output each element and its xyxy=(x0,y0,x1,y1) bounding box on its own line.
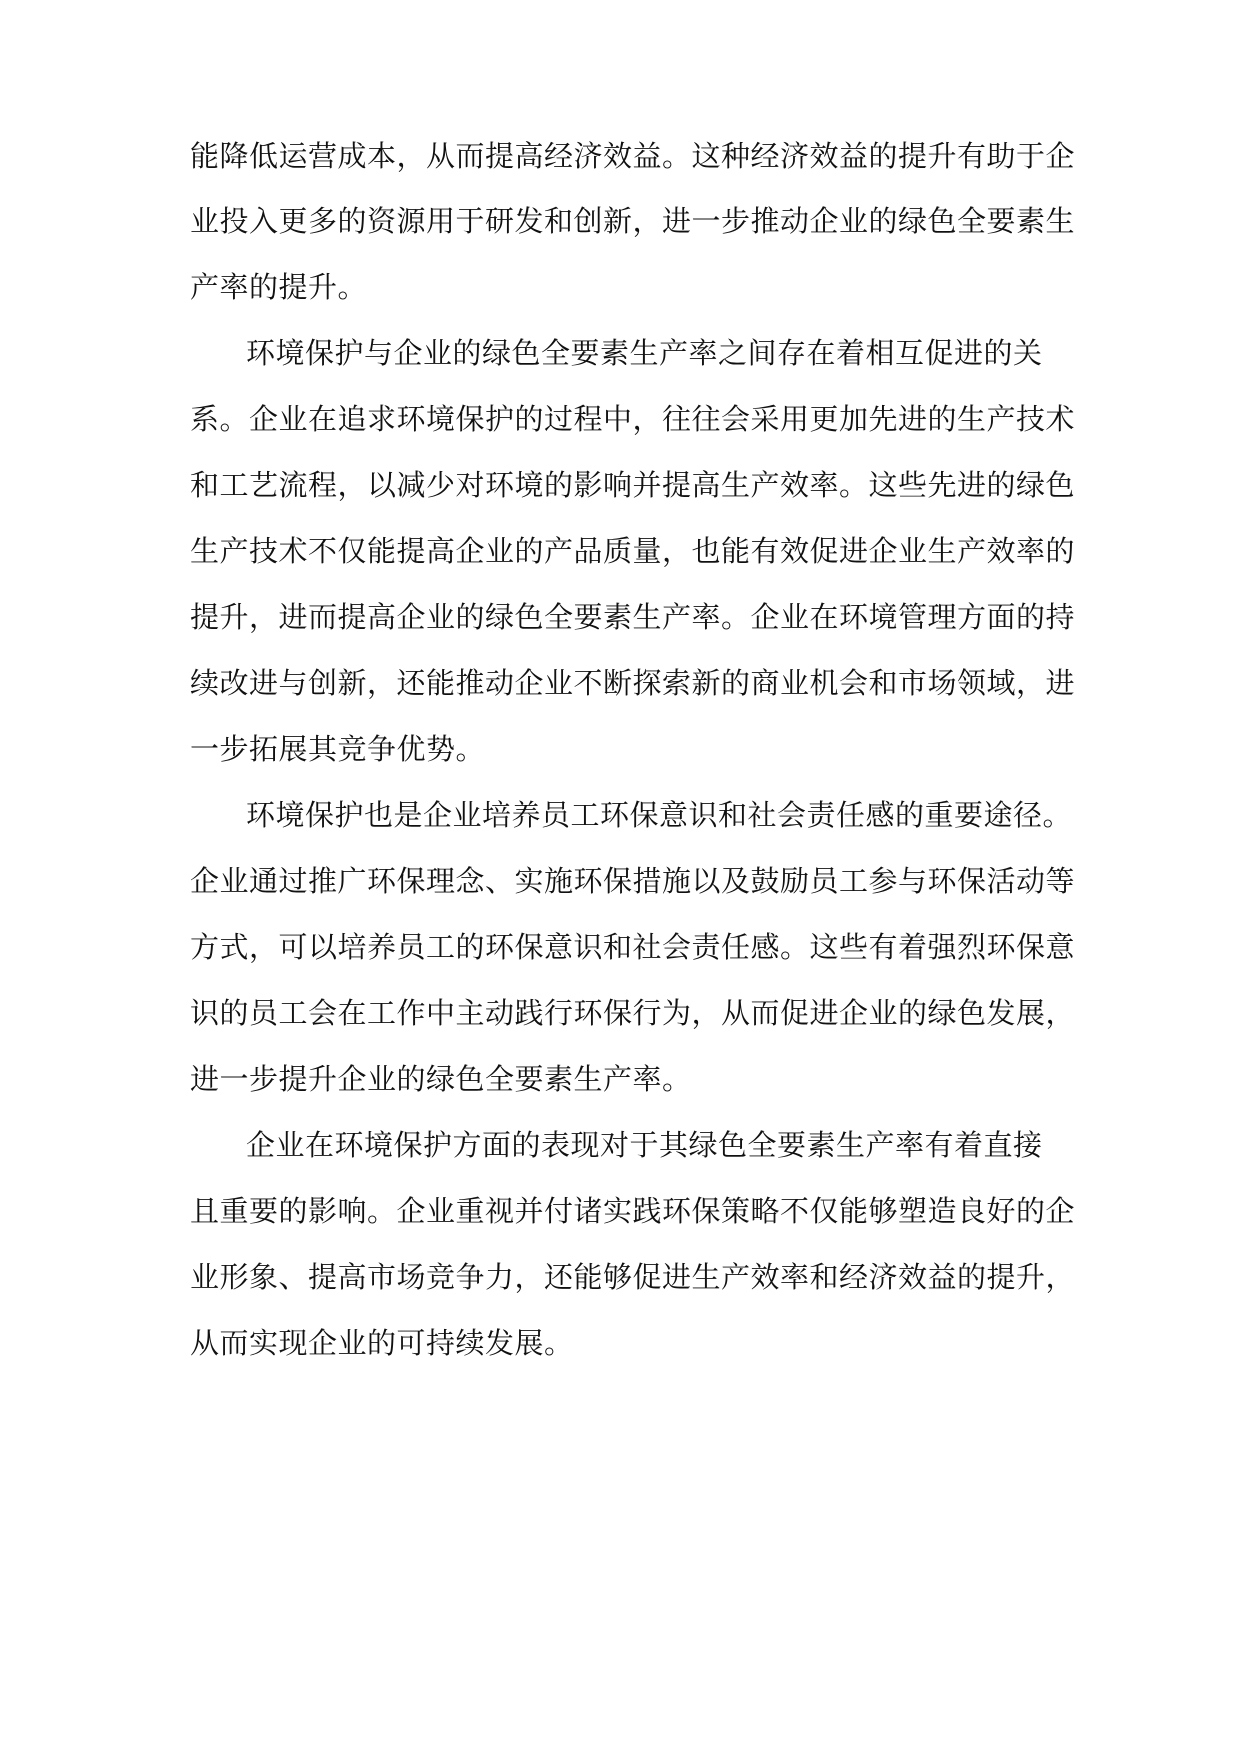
paragraph-2-line-2: 系。企业在追求环境保护的过程中，往往会采用更加先进的生产技术 xyxy=(190,402,1076,436)
paragraph-4-line-1: 企业在环境保护方面的表现对于其绿色全要素生产率有着直接 xyxy=(246,1128,1043,1162)
paragraph-3-line-5: 进一步提升企业的绿色全要素生产率。 xyxy=(190,1062,692,1096)
paragraph-2-line-7: 一步拓展其竞争优势。 xyxy=(190,732,486,766)
paragraph-2-line-4: 生产技术不仅能提高企业的产品质量，也能有效促进企业生产效率的 xyxy=(190,534,1076,568)
paragraph-1-line-3: 产率的提升。 xyxy=(190,270,368,304)
paragraph-3-line-3: 方式，可以培养员工的环保意识和社会责任感。这些有着强烈环保意 xyxy=(190,930,1076,964)
paragraph-4-line-3: 业形象、提高市场竞争力，还能够促进生产效率和经济效益的提升， xyxy=(190,1260,1076,1294)
paragraph-1-line-1: 能降低运营成本，从而提高经济效益。这种经济效益的提升有助于企 xyxy=(190,139,1076,173)
paragraph-2-line-3: 和工艺流程，以减少对环境的影响并提高生产效率。这些先进的绿色 xyxy=(190,468,1076,502)
paragraph-3-line-4: 识的员工会在工作中主动践行环保行为，从而促进企业的绿色发展， xyxy=(190,996,1076,1030)
paragraph-2-line-6: 续改进与创新，还能推动企业不断探索新的商业机会和市场领域，进 xyxy=(190,666,1076,700)
paragraph-3-line-1: 环境保护也是企业培养员工环保意识和社会责任感的重要途径。 xyxy=(246,798,1073,832)
paragraph-2-line-1: 环境保护与企业的绿色全要素生产率之间存在着相互促进的关 xyxy=(246,336,1043,370)
paragraph-2-line-5: 提升，进而提高企业的绿色全要素生产率。企业在环境管理方面的持 xyxy=(190,600,1076,634)
paragraph-4-line-4: 从而实现企业的可持续发展。 xyxy=(190,1326,574,1360)
paragraph-1-line-2: 业投入更多的资源用于研发和创新，进一步推动企业的绿色全要素生 xyxy=(190,204,1076,238)
paragraph-4-line-2: 且重要的影响。企业重视并付诸实践环保策略不仅能够塑造良好的企 xyxy=(190,1194,1076,1228)
paragraph-3-line-2: 企业通过推广环保理念、实施环保措施以及鼓励员工参与环保活动等 xyxy=(190,864,1076,898)
